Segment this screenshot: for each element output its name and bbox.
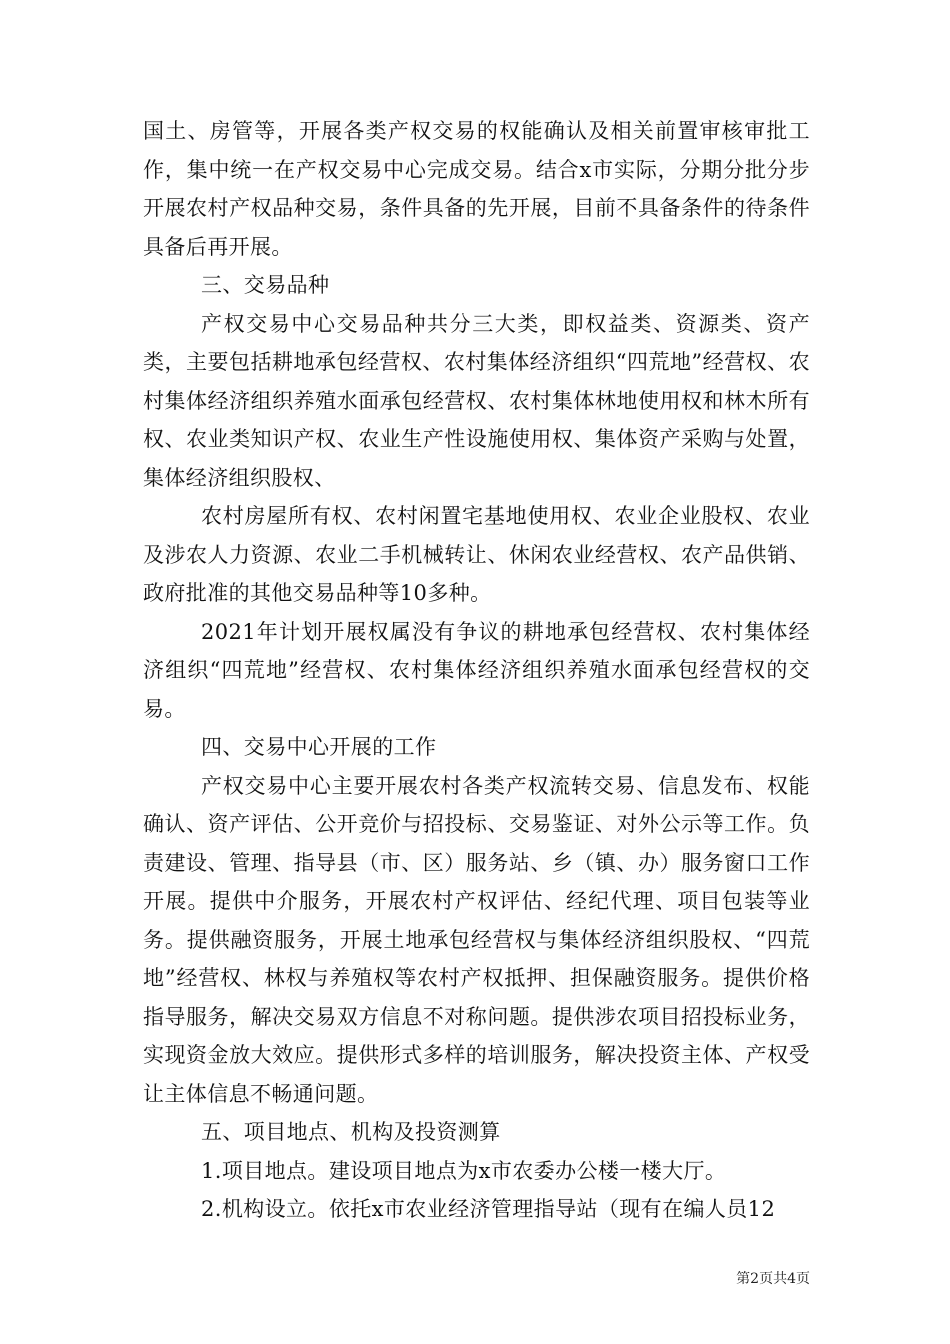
- paragraph-continuation: 国土、房管等，开展各类产权交易的权能确认及相关前置审核审批工作，集中统一在产权交易中心完成交易。结合x市实际，分期分批分步开展农村产权品种交易，条件具备的先开展，目前不具备条件的待条件具备后再开展。: [143, 119, 810, 259]
- document-body: [143, 112, 810, 1229]
- paragraph-trade-categories: 产权交易中心交易品种共分三大类，即权益类、资源类、资产类，主要包括耕地承包经营权、农村集体经济组织“四荒地”经营权、农村集体经济组织养殖水面承包经营权、农村集体林地使用权和林木所有权、农业类知识产权、农业生产性设施使用权、集体资产采购与处置，集体经济组织股权、: [143, 311, 810, 490]
- paragraph-2021-plan: 2021年计划开展权属没有争议的耕地承包经营权、农村集体经济组织“四荒地”经营权、农村集体经济组织养殖水面承包经营权的交易。: [143, 619, 810, 721]
- paragraph-trade-categories-continued: 农村房屋所有权、农村闲置宅基地使用权、农业企业股权、农业及涉农人力资源、农业二手机械转让、休闲农业经营权、农产品供销、政府批准的其他交易品种等10多种。: [143, 504, 810, 605]
- paragraph-project-location: 1.项目地点。建设项目地点为x市农委办公楼一楼大厅。: [201, 1158, 727, 1183]
- paragraph-center-work: 产权交易中心主要开展农村各类产权流转交易、信息发布、权能确认、资产评估、公开竞价与招投标、交易鉴证、对外公示等工作。负责建设、管理、指导县（市、区）服务站、乡（镇、办）服务窗口工作开展。提供中介服务，开展农村产权评估、经纪代理、项目包装等业务。提供融资服务，开展土地承包经营权与集体经济组织股权、“四荒地”经营权、林权与养殖权等农村产权抵押、担保融资服务。提供价格指导服务，解决交易双方信息不对称问题。提供涉农项目招投标业务，实现资金放大效应。提供形式多样的培训服务，解决投资主体、产权受让主体信息不畅通问题。: [143, 773, 810, 1106]
- section-heading-center-work: 四、交易中心开展的工作: [201, 735, 437, 759]
- section-heading-trade-varieties: 三、交易品种: [201, 273, 330, 297]
- paragraph-institution-setup: 2.机构设立。依托x市农业经济管理指导站（现有在编人员12: [201, 1197, 776, 1221]
- section-heading-location-investment: 五、项目地点、机构及投资测算: [201, 1120, 501, 1144]
- page-number: 第2页共4页: [736, 1271, 810, 1287]
